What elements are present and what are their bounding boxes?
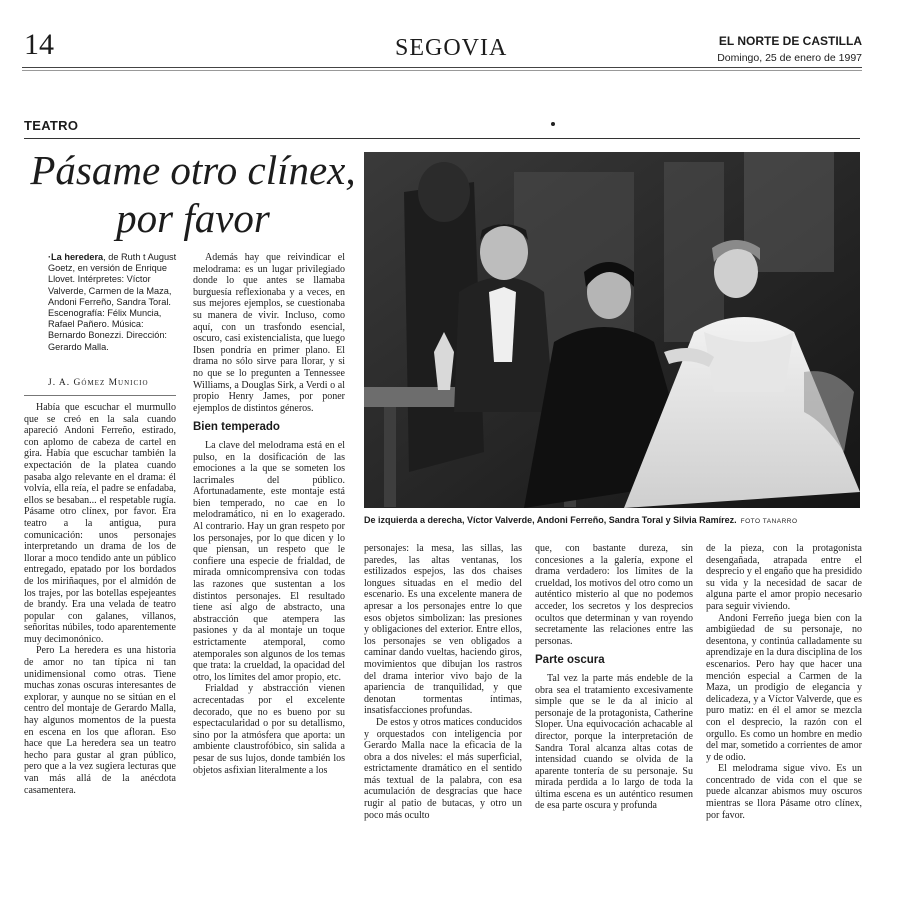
paragraph: Pero La heredera es una historia de amor no tan típica ni tan unidimensional como otras. Tiene muchas zonas oscuras interesantes de explorar, y aunque no se sitúan en el centro del montaje de Gerardo Malla, hay algunos momentos de la puesta en escena en los que afloran. Eso hace que La heredera sea un teatro hecho para gustar al gran público, pero que a la vez sugiera lecturas que van más allá de la anécdota casamentera. [24, 645, 176, 796]
column-1 [24, 402, 176, 796]
section-title: SEGOVIA [395, 35, 508, 61]
paragraph: De estos y otros matices conducidos y orquestados con inteligencia por Gerardo Malla nace la eficacia de la obra a dos niveles: el más superficial, estrictamente dramático en el sentido más textual de la palabra, con esa acumulación de desgracias que hace rugir al patio de butacas, y otro un poco más oculto [364, 716, 522, 821]
paragraph: Frialdad y abstracción vienen acrecentadas por el excelente decorado, que no es bueno por su espectacularidad o por su detallismo, sino por la atmósfera que aporta: un ambiente claustrofóbico, sin salida a pesar de sus lujos, donde también los objetos asfixian literalmente a los [193, 683, 345, 776]
page-number: 14 [24, 28, 54, 61]
stage-photo [364, 152, 860, 508]
subhead-parte-oscura: Parte oscura [535, 654, 605, 667]
photo-caption [364, 514, 864, 528]
paragraph: Andoni Ferreño juega bien con la ambigüedad de su personaje, no desentona, y continúa calladamente su aprendizaje en la dura disciplina de los escenarios. Pero hay que hacer una mención especial a Carmen de la Maza, un prodigio de elegancia y delicadeza, y a Víctor Valverde, que es puro matiz: en él el amor se mezcla con el desprecio, la razón con el orgullo. Es como un hombre en medio del mar, sometido a corrientes de amor y de odio. [706, 612, 862, 763]
column-5 [706, 543, 862, 821]
caption-text: De izquierda a derecha, Víctor Valverde, Andoni Ferreño, Sandra Toral y Silvia Ramírez. [364, 515, 737, 525]
paragraph: que, con bastante dureza, sin concesiones a la galería, expone el drama verdadero: los límites de la crueldad, los motivos del otro como un auténtico misterio al que no podemos acceder, los secretos y los desprecios ocultos que determinan y van royendo secretamente las relaciones entre las personas. [535, 543, 693, 647]
headline-line-1: Pásame otro clínex, [30, 147, 356, 193]
photo-credit: FOTO TANARRO [740, 518, 798, 525]
paragraph: La clave del melodrama está en el pulso, en la dosificación de las emociones a la que se someten los lacrimales del público. Afortunadamente, este montaje está bien temperado, no cae en lo melodramático, ni en lo exagerado. Al contrario. Hay un gran respeto por los personajes, por lo que dicen y lo que piensan, un respeto que le confiere una especie de frialdad, de mirada omnicomprensiva con todas las razones que sustentan a los distintos personajes. El resultado tiene así algo de abstracto, una abstracción que atempera las pasiones y da al montaje un toque estrictamente atemporal, como atemporales son algunos de los temas que trata: la crueldad, la opacidad del otro, los límites del amor propio, etc. [193, 439, 345, 683]
masthead [717, 34, 862, 65]
header-rule-thin [22, 70, 862, 71]
column-3 [364, 543, 522, 821]
column-4 [535, 543, 693, 812]
paragraph: El melodrama sigue vivo. Es un concentrado de vida con el que se puede alcanzar abismos muy oscuros mientras se llora Pásame otro clínex, por favor. [706, 763, 862, 821]
paragraph: Había que escuchar el murmullo que se creó en la sala cuando apareció Andoni Ferreño, estirado, con aplomo de cabeza de cartel en gira. Había que escuchar también la expectación de la platea cuando pasaba algo relevante en el drama: él volvía, ella reía, el padre se enfadaba, ellos se besaban... el respetable rugía. Pásame otro clínex, por favor. Era teatro a la antigua, pura comunicación: unos personajes interpretando un drama de los de llorar a moco tendido ante un público entregado, epatado por los bordados de los miriñaques, por el almidón de los trajes, por las botellas espejeantes de brandy. Era una velada de teatro popular con galanes, villanos, señoritas núbiles, todo aparentemente muy decimonónico. [24, 402, 176, 645]
paragraph: personajes: la mesa, las sillas, las paredes, las altas ventanas, los estilizados espejos, las dos chaises longues situadas en el medio del escenario. Es una excelente manera de apresar a los personajes entre lo que esos objetos simbolizan: las presiones y obligaciones del exterior. Entre ellos, los personajes se ven obligados a caminar dando vueltas, haciendo giros, movimientos que dibujan los rastros del drama interior vivo bajo de la apariencia de tranquilidad, y que denotan tormentas íntimas, insatisfacciones profundas. [364, 543, 522, 717]
paragraph: Tal vez la parte más endeble de la obra sea el tratamiento excesivamente simple que se le da al inicio al personaje de la protagonista, Catherine Sloper. Una equivocación achacable al director, porque la interpretación de Sandra Toral alcanza altas cotas de intensidad cuando se olvida de la aparente tontería de su personaje. Su mirada perdida a lo largo de toda la última escena es un auténtico resumen de esa parte oscura y profunda [535, 672, 693, 812]
decorative-dot [551, 122, 555, 126]
article-kicker: TEATRO [24, 118, 79, 133]
newspaper-name: EL NORTE DE CASTILLA [718, 34, 862, 48]
author-byline: J. A. Gómez Municio [48, 378, 149, 388]
article-headline [18, 146, 368, 242]
kicker-rule [24, 138, 860, 139]
paragraph: Además hay que reivindicar el melodrama: es un lugar privilegiado donde lo que antes se llamaba burguesía reflexionaba y a veces, en sus mejores ejemplos, se cuestionaba su manera de vivir. Incluso, como aquí, con un trasfondo esencial, oscuro, casi existencialista, que luego Ibsen pondría en primer plano. El drama no sólo sirve para llorar, y si no que se lo pregunten a Tennessee Williams, a Douglas Sirk, a Verdi o al propio Henry James, por poner ejemplos de distintos géneros. [193, 252, 345, 414]
issue-date: Domingo, 25 de enero de 1997 [717, 52, 862, 64]
paragraph: de la pieza, con la protagonista desengañada, atrapada entre el desprecio y el engaño que ha presidido su vida y la necesidad de sacar de alguna parte el amor propio necesario para seguir viviendo. [706, 543, 862, 612]
header-rule [22, 67, 862, 68]
credits-text: , de Ruth t August Goetz, en versión de Enrique Llovet. Intérpretes: Víctor Valverde, Carmen de la Maza, Andoni Ferreño, Sandra Toral. Escenografía: Félix Muncia, Rafael Pañero. Música: Bernardo Bonezzi. Dirección: Gerardo Malla. [48, 252, 177, 352]
play-credits [48, 252, 182, 353]
column-2 [193, 252, 345, 776]
photo-illustration [364, 152, 860, 508]
subhead-bien-temperado: Bien temperado [193, 421, 280, 434]
credits-play-title: ·La heredera [48, 252, 104, 262]
byline-rule [24, 395, 176, 396]
headline-line-2: por favor [116, 195, 270, 241]
